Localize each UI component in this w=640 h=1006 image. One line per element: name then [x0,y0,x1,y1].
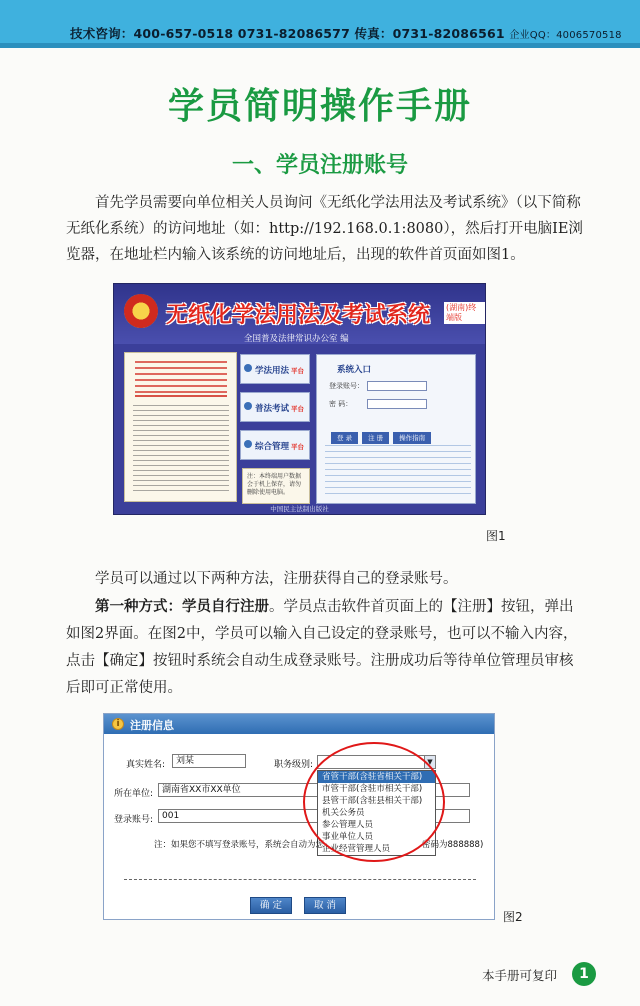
unit-label: 所在单位: [114,789,154,799]
publisher-name: 中国民主法制出版社 [270,505,329,513]
national-emblem-icon [124,294,158,328]
level-option[interactable]: 参公管理人员 [322,820,374,830]
cancel-button[interactable]: 取 消 [304,897,346,914]
account-input[interactable] [367,381,427,391]
method-intro-text: 学员可以通过以下两种方法，注册获得自己的登录账号。 [95,571,458,587]
menu-item-study[interactable] [240,354,310,384]
level-label: 职务级别: [274,760,314,770]
menu-tag: 平台 [291,405,305,413]
account-label: 登录账号： [329,382,364,390]
account-input[interactable]: 001 [158,809,470,823]
level-option[interactable]: 县管干部(含驻县相关干部) [322,796,423,806]
divider [124,879,476,880]
menu-label: 综合管理 [255,442,290,452]
page-number: 1 [572,962,596,986]
account-label: 登录账号: [114,815,154,825]
register-button[interactable]: 注 册 [362,432,389,444]
red-header-lines [135,361,227,397]
level-option[interactable]: 企业经营管理人员 [322,844,391,854]
page-title: 学员简明操作手册 [167,86,472,127]
contact-info [70,24,622,42]
section-title: 一、学员注册账号 [231,153,408,178]
level-option[interactable]: 事业单位人员 [322,832,374,842]
edition-badge: (湖南)终端版 [444,302,485,324]
menu-label: 学法用法 [255,366,290,376]
chevron-down-icon[interactable]: ▼ [424,755,436,769]
auto-account-note: 注：如果您不填写登录账号，系统会自动为您 [154,840,325,850]
info-icon: i [112,718,124,730]
intro-paragraph [66,190,586,268]
qq-text: 企业QQ：4006570518 [509,30,622,41]
intro-text: 首先学员需要向单位相关人员询问《无纸化学法用法及考试系统》（以下简称无纸化系统）的访问地址（如：http://192.168.0.1:8080），然后打开电脑IE浏览器，在地址栏内输入该系统的访问地址后，出现的软件首页面如图1。 [66,195,583,263]
method-one-paragraph [66,594,586,702]
editor-office: 全国普及法律常识办公室 编 [244,334,349,344]
level-option[interactable]: 机关公务员 [322,808,365,818]
menu-tag: 平台 [291,443,305,451]
document-text-lines [133,405,229,495]
red-highlight-circle [303,742,445,862]
dialog-title: 注册信息 [130,719,174,732]
notice-document [124,352,237,502]
login-panel [316,354,476,504]
unit-input[interactable]: 湖南省XX市XX单位 [158,783,470,797]
method-one-text: 。学员点击软件首页面上的【注册】按钮，弹出如图2界面。在图2中，学员可以输入自己设定的登录账号，也可以不输入内容，点击【确定】按钮时系统会自动生成登录账号。注册成功后等待单位管理员审核后即可正常使用。 [66,599,578,696]
level-option[interactable]: 省管干部(含驻省相关干部) [318,771,435,783]
dialog-header [104,714,494,734]
default-password-note: 密码为888888) [422,840,484,850]
figure-1-caption: 图1 [486,529,506,543]
name-label: 真实姓名: [126,760,166,770]
name-input[interactable]: 刘某 [172,754,246,768]
menu-label: 普法考试 [255,404,290,414]
system-title: 无纸化学法用法及考试系统 [166,303,431,328]
menu-item-exam[interactable] [240,392,310,422]
contact-text: 技术咨询：400-657-0518 0731-82086577 传真：0731-82086561 [70,26,505,41]
password-input[interactable] [367,399,427,409]
header-bar [0,0,640,48]
guide-button[interactable]: 操作指南 [393,432,431,444]
login-buttons [331,425,435,444]
memo-box: 注：本终端用户数据会于机上保存，请勿删除使用电脑。 [242,468,310,504]
platform-menu [240,354,310,468]
figure-2-caption: 图2 [503,910,523,924]
contact-info-lines [325,445,471,499]
menu-tag: 平台 [291,367,305,375]
footer-text: 本手册可复印 [482,968,558,983]
level-option[interactable]: 市管干部(含驻市相关干部) [322,784,423,794]
login-title: 系统入口 [337,365,372,375]
confirm-button[interactable]: 确 定 [250,897,292,914]
menu-item-manage[interactable] [240,430,310,460]
login-button[interactable]: 登 录 [331,432,358,444]
figure-1-home-page [113,283,486,515]
method-one-lead: 第一种方式：学员自行注册 [95,599,269,615]
method-intro-paragraph [66,566,586,592]
password-label: 密 码： [329,400,353,408]
